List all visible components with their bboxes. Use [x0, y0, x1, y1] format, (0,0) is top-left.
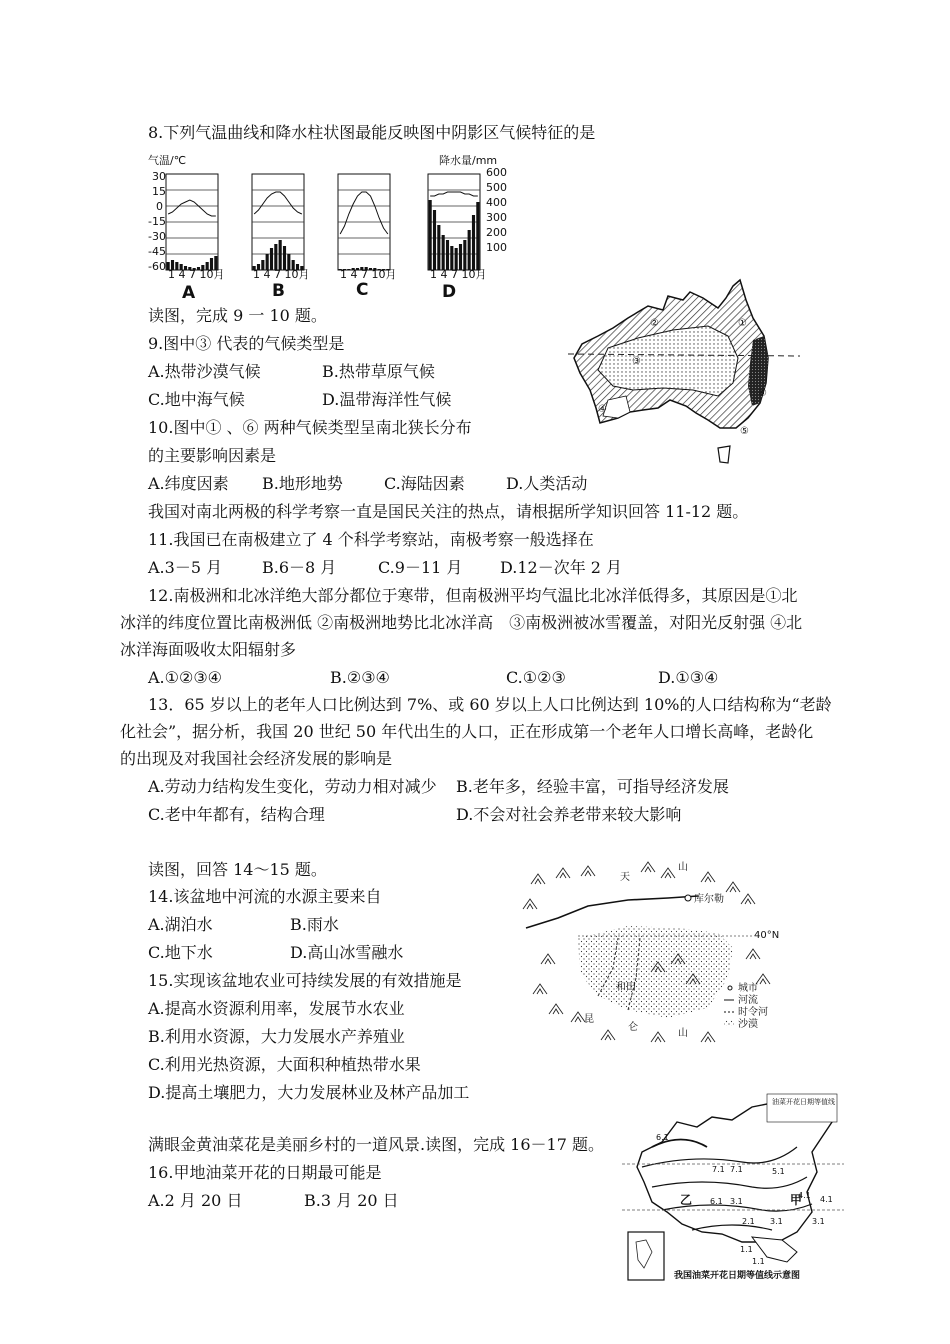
mountain-symbol: [556, 868, 570, 878]
q9-option-d: D.温带海洋性气候: [322, 390, 452, 409]
q9-option-b: B.热带草原气候: [322, 362, 435, 381]
svg-text:⑤: ⑤: [740, 426, 749, 437]
q14-option-c: C.地下水: [148, 943, 213, 962]
mountain-symbol: [661, 868, 675, 878]
q15-option-a: A.提高水资源利用率，发展节水农业: [148, 999, 405, 1018]
city-dot: [685, 895, 691, 901]
q10-option-a: A.纬度因素: [148, 474, 229, 493]
svg-text:7.1: 7.1: [712, 1165, 725, 1174]
svg-text:天: 天: [620, 872, 630, 883]
svg-text:④: ④: [598, 404, 607, 415]
mountain-symbol: [701, 872, 715, 882]
mountain-symbol: [756, 974, 770, 984]
mountain-symbol: [523, 899, 537, 909]
q16-option-b: B.3 月 20 日: [304, 1191, 399, 1210]
mountain-symbol: [571, 1012, 585, 1022]
mountain-symbol: [651, 1032, 665, 1042]
mountain-symbol: [746, 949, 760, 959]
q10-stem-line2: 的主要影响因素是: [148, 446, 277, 465]
svg-text:城市: 城市: [738, 983, 758, 994]
svg-text:300: 300: [486, 211, 507, 224]
svg-text:仑: 仑: [628, 1022, 638, 1033]
precip-ticks: [486, 166, 507, 254]
svg-text:6.1: 6.1: [710, 1197, 723, 1206]
precip-axis-title: 降水量/mm: [439, 154, 498, 167]
q16-option-a: A.2 月 20 日: [148, 1191, 243, 1210]
label-C: C: [356, 280, 369, 300]
river-main: [526, 896, 698, 928]
precip-bar: [468, 230, 471, 270]
q12-option-a: A.①②③④: [148, 668, 223, 687]
q8-climate-charts: [146, 150, 516, 300]
mountain-symbol: [581, 866, 595, 876]
svg-text:5.1: 5.1: [772, 1167, 785, 1176]
svg-text:油菜开花日期等值线: 油菜开花日期等值线: [772, 1098, 835, 1106]
q16-17-intro: 满眼金黄油菜花是美丽乡村的一道风景.读图，完成 16－17 题。: [148, 1135, 604, 1154]
svg-text:1.1: 1.1: [740, 1245, 753, 1254]
q11-12-intro: 我国对南北两极的科学考察一直是国民关注的热点，请根据所学知识回答 11-12 题。: [148, 502, 749, 521]
q13-stem-line1: 13．65 岁以上的老年人口比例达到 7%、或 60 岁以上人口比例达到 10%的人口结构称为“老龄: [148, 695, 832, 714]
mountain-symbol: [741, 894, 755, 904]
q14-option-b: B.雨水: [290, 915, 339, 934]
svg-text:-15: -15: [148, 215, 166, 228]
q16-stem: 16.甲地油菜开花的日期最可能是: [148, 1163, 382, 1182]
precip-bar: [437, 225, 440, 270]
svg-text:乙: 乙: [680, 1193, 693, 1207]
q12-stem-line2: 冰洋的纬度位置比南极洲低 ②南极洲地势比北冰洋高 ③南极洲被冰雪覆盖，对阳光反射强 ④北: [120, 613, 803, 632]
precip-bar: [429, 200, 432, 270]
svg-text:③: ③: [632, 356, 641, 367]
svg-text:时令河: 时令河: [738, 1007, 768, 1018]
svg-text:②: ②: [650, 318, 659, 329]
china-rapeseed-map: [622, 1092, 844, 1284]
precip-bar: [270, 248, 273, 270]
precip-bar: [472, 215, 475, 270]
q15-stem: 15.实现该盆地农业可持续发展的有效措施是: [148, 971, 462, 990]
q13-stem-line2: 化社会”，据分析，我国 20 世纪 50 年代出生的人口，正在形成第一个老年人口增长高峰，老龄化: [120, 722, 814, 741]
svg-text:1.1: 1.1: [752, 1257, 765, 1266]
mountain-symbol: [531, 874, 545, 884]
q12-stem-line1: 12.南极洲和北冰洋绝大部分都位于寒带，但南极洲平均气温比北冰洋低得多，其原因是①北: [148, 586, 798, 605]
precip-bar: [463, 240, 466, 270]
q14-15-intro: 读图，回答 14～15 题。: [148, 860, 327, 879]
q15-option-b: B.利用水资源，大力发展水产养殖业: [148, 1027, 405, 1046]
q10-option-b: B.地形地势: [262, 474, 343, 493]
q11-option-a: A.3－5 月: [148, 558, 223, 577]
svg-text:甲: 甲: [790, 1193, 803, 1207]
svg-text:-45: -45: [148, 245, 166, 258]
svg-text:6.1: 6.1: [656, 1133, 669, 1142]
q13-option-a: A.劳动力结构发生变化，劳动力相对减少: [148, 777, 437, 796]
q13-option-b: B.老年多，经验丰富，可指导经济发展: [456, 777, 729, 796]
q9-stem: 9.图中③ 代表的气候类型是: [148, 334, 345, 353]
desert-area: [578, 926, 733, 1018]
svg-text:⑥: ⑥: [758, 388, 767, 399]
precip-bar: [433, 210, 436, 270]
china-map-caption: 我国油菜开花日期等值线示意图: [674, 1271, 801, 1281]
svg-text:山: 山: [678, 862, 688, 873]
label-D: D: [442, 282, 457, 300]
svg-text:4.1: 4.1: [798, 1191, 811, 1200]
q10-option-c: C.海陆因素: [384, 474, 465, 493]
svg-text:30: 30: [152, 170, 166, 183]
q9-option-c: C.地中海气候: [148, 390, 245, 409]
svg-text:库尔勒: 库尔勒: [694, 894, 724, 905]
q15-option-c: C.利用光热资源，大面积种植热带水果: [148, 1055, 421, 1074]
q14-option-d: D.高山冰雪融水: [290, 943, 404, 962]
q13-option-d: D.不会对社会养老带来较大影响: [456, 805, 682, 824]
svg-text:15: 15: [152, 185, 166, 198]
svg-text:沙漠: 沙漠: [738, 1019, 758, 1030]
q14-stem: 14.该盆地中河流的水源主要来自: [148, 887, 382, 906]
svg-text:①: ①: [738, 318, 747, 329]
tarim-basin-map: [518, 858, 780, 1043]
tasmania: [718, 446, 730, 463]
svg-text:100: 100: [486, 241, 507, 254]
q15-option-d: D.提高土壤肥力，大力发展林业及林产品加工: [148, 1083, 470, 1102]
south-sea-inset: [628, 1232, 664, 1280]
mountain-symbol: [701, 1032, 715, 1042]
q9-10-intro: 读图，完成 9 一 10 题。: [148, 306, 327, 325]
svg-text:-60: -60: [148, 260, 166, 273]
q12-option-c: C.①②③: [506, 668, 566, 687]
mountain-symbol: [641, 862, 655, 872]
q11-option-d: D.12－次年 2 月: [500, 558, 623, 577]
q11-stem: 11.我国已在南极建立了 4 个科学考察站，南极考察一般选择在: [148, 530, 594, 549]
svg-text:400: 400: [486, 196, 507, 209]
precip-bar: [279, 240, 282, 270]
svg-text:600: 600: [486, 166, 507, 179]
svg-text:7.1: 7.1: [730, 1165, 743, 1174]
q13-stem-line3: 的出现及对我国社会经济发展的影响是: [120, 749, 393, 768]
australia-climate-map: [568, 278, 800, 468]
svg-text:和田: 和田: [616, 982, 636, 993]
label-B: B: [272, 281, 285, 300]
mountain-symbol: [726, 882, 740, 892]
q12-stem-line3: 冰洋海面吸收太阳辐射多: [120, 640, 297, 659]
basin-legend: [724, 981, 768, 1030]
mountain-symbol: [601, 1030, 615, 1040]
q13-option-c: C.老中年都有，结构合理: [148, 805, 325, 824]
q9-option-a: A.热带沙漠气候: [148, 362, 261, 381]
precip-bar: [446, 240, 449, 270]
temp-ticks: [148, 170, 166, 273]
svg-text:1 4 7 10月: 1 4 7 10月: [340, 268, 397, 281]
svg-text:500: 500: [486, 181, 507, 194]
precip-bar: [459, 244, 462, 270]
q12-option-b: B.②③④: [330, 668, 390, 687]
svg-text:4.1: 4.1: [820, 1195, 833, 1204]
q11-option-b: B.6－8 月: [262, 558, 337, 577]
q11-option-c: C.9－11 月: [378, 558, 463, 577]
svg-text:3.1: 3.1: [770, 1217, 783, 1226]
svg-text:1 4 7 10月: 1 4 7 10月: [168, 268, 225, 281]
svg-text:3.1: 3.1: [812, 1217, 825, 1226]
svg-text:昆: 昆: [584, 1014, 594, 1025]
svg-text:200: 200: [486, 226, 507, 239]
precip-bar: [455, 248, 458, 270]
q8-stem: 8.下列气温曲线和降水柱状图最能反映图中阴影区气候特征的是: [148, 123, 596, 142]
mountain-symbol: [549, 1004, 563, 1014]
q14-option-a: A.湖泊水: [148, 915, 213, 934]
svg-text:40°N: 40°N: [754, 930, 780, 941]
precip-bar: [283, 246, 286, 270]
svg-text:2.1: 2.1: [742, 1217, 755, 1226]
svg-text:1 4 7 10月: 1 4 7 10月: [253, 268, 310, 281]
precip-bar: [450, 246, 453, 270]
svg-text:3.1: 3.1: [730, 1197, 743, 1206]
svg-text:1 4 7 10月: 1 4 7 10月: [430, 268, 487, 281]
label-A: A: [182, 283, 196, 300]
mountain-symbol: [541, 954, 555, 964]
precip-bar: [476, 202, 479, 270]
svg-text:河流: 河流: [738, 995, 758, 1006]
temp-axis-title: 气温/℃: [148, 154, 187, 167]
precip-bar: [442, 235, 445, 270]
svg-text:-30: -30: [148, 230, 166, 243]
q10-option-d: D.人类活动: [506, 474, 588, 493]
mountain-symbol: [533, 984, 547, 994]
svg-text:0: 0: [156, 200, 163, 213]
q10-stem-line1: 10.图中① 、⑥ 两种气候类型呈南北狭长分布: [148, 418, 472, 437]
svg-text:山: 山: [678, 1028, 688, 1039]
precip-bar: [274, 244, 277, 270]
q12-option-d: D.①③④: [658, 668, 719, 687]
